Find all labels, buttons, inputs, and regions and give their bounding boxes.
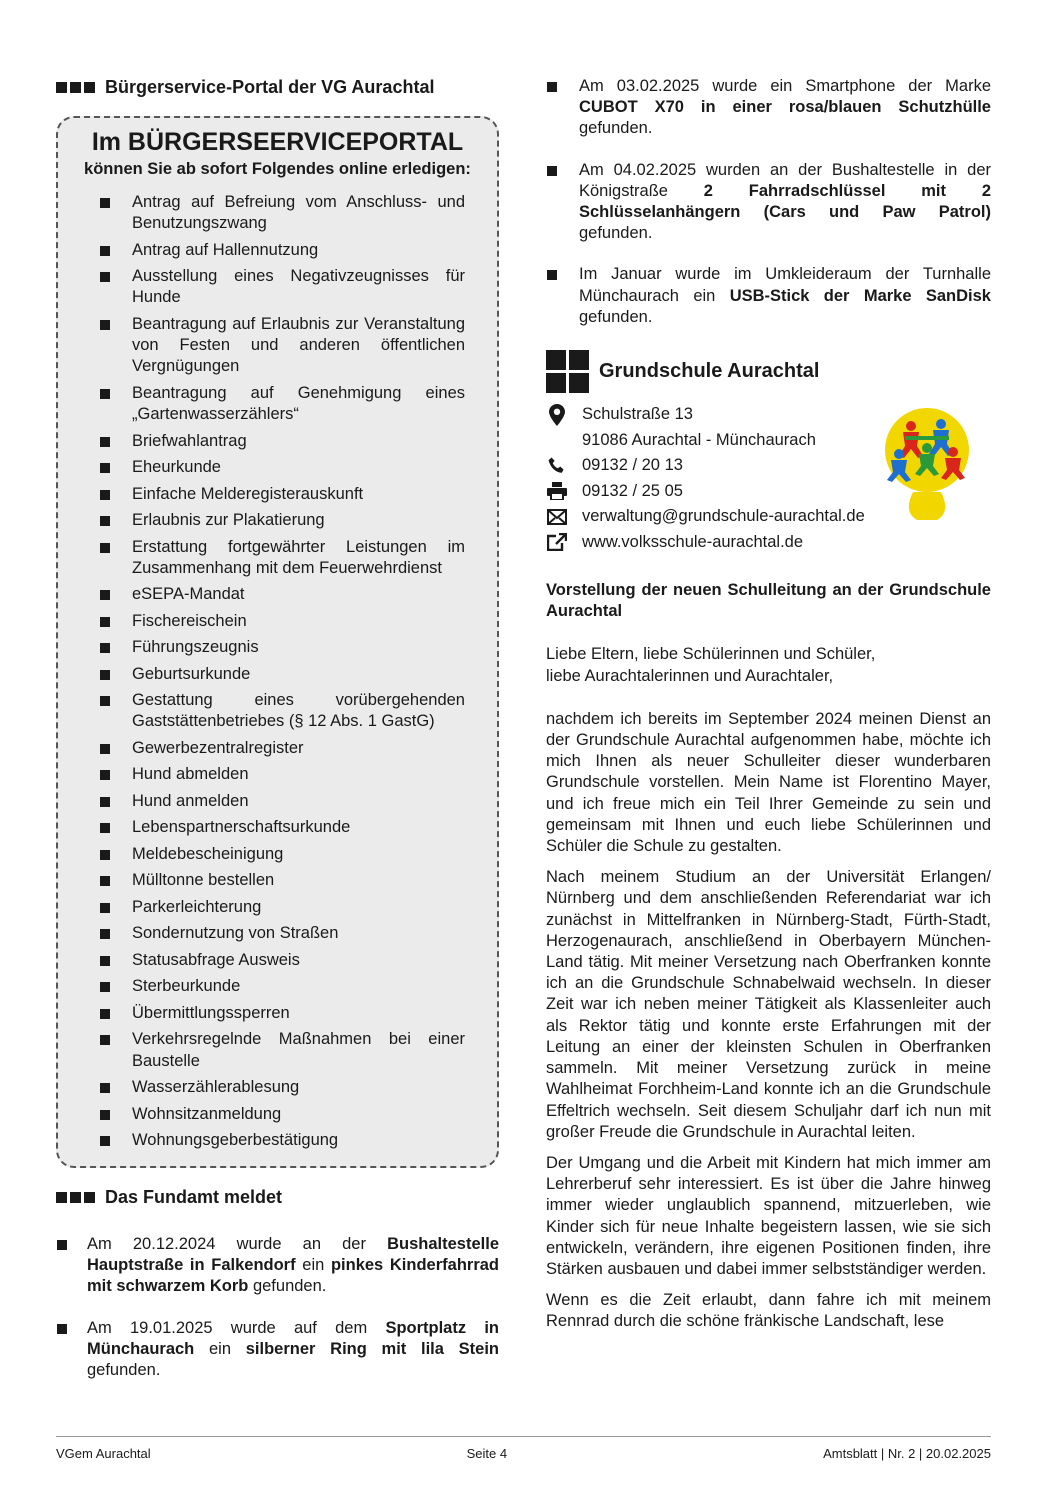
footer-page-number: Seite 4: [466, 1446, 508, 1461]
bullet-square-icon: [57, 1240, 67, 1250]
portal-service-label: Antrag auf Hallennutzung: [132, 240, 319, 259]
bullet-square-icon: [100, 437, 110, 447]
portal-service-item: [100, 192, 465, 234]
portal-service-item: [100, 923, 465, 944]
bullet-square-icon: [100, 543, 110, 553]
bullet-square-icon: [100, 670, 110, 680]
portal-service-label: Eheurkunde: [132, 458, 221, 477]
heading-squares-icon: [56, 1192, 95, 1203]
portal-service-item: [100, 1029, 465, 1071]
portal-service-label: Statusabfrage Ausweis: [132, 950, 300, 969]
found-item: Am 03.02.2025 wurde ein Smartphone der Marke CUBOT X70 in einer rosa/blauen Schutzhülle gefunden.: [546, 76, 991, 140]
article-paragraph-2: Nach meinem Studium an der Universität Erlangen/ Nürnberg und dem anschließenden Referendariat war ich zunächst in Mittelfranken in Nürnberg-Stadt, Fürth-Stadt, Herzogenaurach, anschließend in Oberbayern München-Land tätig. Mit meiner Versetzung nach Oberfranken konnte ich an die Grundschule Schnabelwaid wechseln. In dieser Zeit war ich neben meiner Tätigkeit als Klassenleiter auch als Rektor tätig und konnte erste Erfahrungen mit der Leitung an einer der kleinsten Schulen in Oberfranken sammeln. Mit meiner Versetzung zurück in meine Wahlheimat Forchheim-Land konnte ich an die Grundschule Effeltrich wechseln. Seit diesem Schuljahr darf ich nun mit großer Freude die Grundschule in Aurachtal leiten.: [546, 868, 991, 1141]
portal-service-item: [100, 383, 465, 425]
portal-service-item: [100, 1077, 465, 1098]
portal-service-item: [100, 664, 465, 685]
portal-service-item: [100, 791, 465, 812]
portal-service-label: Gestattung eines vorübergehenden Gaststättenbetriebes (§ 12 Abs. 1 GastG): [132, 691, 465, 731]
portal-service-item: [100, 314, 465, 378]
school-phone: 09132 / 20 13: [582, 456, 683, 475]
found-item: Am 19.01.2025 wurde auf dem Sportplatz in Münchaurach ein silberner Ring mit lila Stein gefunden.: [56, 1318, 499, 1382]
school-emblem: [883, 404, 971, 522]
portal-service-label: Geburtsurkunde: [132, 664, 251, 683]
fundamt-section-heading: [56, 1182, 499, 1212]
bullet-square-icon: [100, 590, 110, 600]
heading-squares-icon: [56, 82, 95, 93]
article-greeting-1: Liebe Eltern, liebe Schülerinnen und Schüler,: [546, 645, 876, 664]
bullet-square-icon: [100, 1110, 110, 1120]
page-footer: [56, 1436, 991, 1461]
portal-service-label: Sterbeurkunde: [132, 977, 241, 996]
bullet-square-icon: [547, 82, 557, 92]
found-item: Am 04.02.2025 wurden an der Bushaltestelle in der Königstraße 2 Fahrradschlüssel mit 2 Schlüsselanhängern (Cars und Paw Patrol) gefunden.: [546, 160, 991, 245]
portal-service-item: [100, 897, 465, 918]
bullet-square-icon: [100, 320, 110, 330]
portal-service-item: [100, 584, 465, 605]
bullet-square-icon: [100, 643, 110, 653]
portal-service-label: Lebenspartnerschaftsurkunde: [132, 818, 351, 837]
school-fax: 09132 / 25 05: [582, 481, 683, 500]
school-city: 91086 Aurachtal - Münchaurach: [582, 430, 816, 449]
portal-service-item: [100, 1003, 465, 1024]
bullet-square-icon: [100, 1136, 110, 1146]
article-paragraph-4: Wenn es die Zeit erlaubt, dann fahre ich mit meinem Rennrad durch die schöne fränkische Landschaft, lese: [546, 1291, 991, 1331]
bullet-square-icon: [100, 1035, 110, 1045]
printer-icon: [546, 480, 568, 502]
school-heading: [546, 348, 991, 394]
left-column: [56, 72, 499, 1401]
portal-service-list: [68, 192, 487, 1151]
portal-service-label: Gewerbezentralregister: [132, 738, 304, 757]
bullet-square-icon: [100, 982, 110, 992]
web-row: [546, 530, 991, 556]
portal-service-item: [100, 431, 465, 452]
portal-section-heading: [56, 72, 499, 102]
bullet-square-icon: [100, 956, 110, 966]
portal-service-label: Wasserzählerablesung: [132, 1078, 300, 1097]
portal-service-label: Beantragung auf Genehmigung eines „Gartenwasserzählers“: [132, 383, 465, 424]
portal-service-item: [100, 510, 465, 531]
portal-service-item: [100, 950, 465, 971]
bullet-square-icon: [100, 797, 110, 807]
bullet-square-icon: [100, 850, 110, 860]
portal-box-subtitle: können Sie ab sofort Folgendes online erledigen:: [84, 160, 471, 178]
bullet-square-icon: [100, 823, 110, 833]
bullet-square-icon: [100, 617, 110, 627]
footer-publisher: VGem Aurachtal: [56, 1446, 151, 1461]
school-squares-icon: [546, 350, 589, 393]
portal-service-label: Parkerleichterung: [132, 897, 262, 916]
portal-service-label: Übermittlungssperren: [132, 1003, 290, 1022]
envelope-icon: [546, 506, 568, 528]
bullet-square-icon: [547, 270, 557, 280]
article-paragraph-1: nachdem ich bereits im September 2024 meinen Dienst an der Grundschule Aurachtal aufgenommen habe, möchte ich mich Ihnen als neuer Schulleiter dieser wunderbaren Grundschule vorstellen. Mein Name ist Florentino Mayer, und ich freue mich ein Teil Ihrer Gemeinde zu sein und gemeinsam mit Ihnen und euch liebe Schülerinnen und Schüler die Schule zu gestalten.: [546, 709, 991, 856]
portal-service-label: Wohnungsgeberbestätigung: [132, 1131, 339, 1150]
school-email[interactable]: verwaltung@grundschule-aurachtal.de: [582, 507, 865, 526]
found-item: Im Januar wurde im Umkleideraum der Turnhalle Münchaurach ein USB-Stick der Marke SanDisk gefunden.: [546, 264, 991, 328]
location-pin-icon: [546, 404, 568, 426]
phone-icon: [546, 455, 568, 477]
portal-section-title: Bürgerservice-Portal der VG Aurachtal: [105, 76, 435, 97]
portal-service-label: Erstattung fortgewährter Leistungen im Zusammenhang mit dem Feuerwehrdienst: [132, 537, 465, 577]
portal-service-item: [100, 1104, 465, 1125]
portal-service-label: Beantragung auf Erlaubnis zur Veranstaltung von Festen und anderen öffentlichen Vergnügungen: [132, 314, 465, 376]
bullet-square-icon: [100, 246, 110, 256]
portal-service-item: [100, 637, 465, 658]
portal-service-label: Hund abmelden: [132, 765, 249, 784]
bullet-square-icon: [100, 903, 110, 913]
portal-service-item: [100, 1130, 465, 1151]
bullet-square-icon: [100, 696, 110, 706]
found-item: Am 20.12.2024 wurde an der Bushaltestelle Hauptstraße in Falkendorf ein pinkes Kinderfahrrad mit schwarzem Korb gefunden.: [56, 1234, 499, 1298]
portal-service-label: Mülltonne bestellen: [132, 871, 275, 890]
portal-service-label: eSEPA-Mandat: [132, 585, 245, 604]
bullet-square-icon: [100, 876, 110, 886]
portal-box-title: Im BÜRGERSEERVICEPORTAL: [91, 128, 464, 156]
portal-service-item: [100, 738, 465, 759]
article-greeting-2: liebe Aurachtalerinnen und Aurachtaler,: [546, 666, 834, 685]
bullet-square-icon: [100, 463, 110, 473]
portal-service-item: [100, 266, 465, 308]
bullet-square-icon: [57, 1324, 67, 1334]
fundamt-list-left: [56, 1234, 499, 1381]
bullet-square-icon: [100, 516, 110, 526]
portal-service-label: Fischereischein: [132, 611, 247, 630]
school-contact: [546, 402, 991, 562]
right-column: [546, 72, 991, 1333]
school-street: Schulstraße 13: [582, 405, 693, 424]
portal-service-label: Einfache Melderegisterauskunft: [132, 484, 364, 503]
portal-service-label: Führungszeugnis: [132, 638, 259, 657]
school-website[interactable]: www.volksschule-aurachtal.de: [582, 532, 804, 551]
portal-service-item: [100, 240, 465, 261]
bullet-square-icon: [547, 166, 557, 176]
portal-service-item: [100, 817, 465, 838]
footer-issue: Amtsblatt | Nr. 2 | 20.02.2025: [823, 1446, 991, 1461]
external-link-icon: [546, 531, 568, 553]
portal-box: [56, 116, 499, 1168]
bullet-square-icon: [100, 389, 110, 399]
portal-service-item: [100, 690, 465, 732]
portal-service-item: [100, 611, 465, 632]
bullet-square-icon: [100, 770, 110, 780]
school-title: Grundschule Aurachtal: [599, 359, 820, 382]
portal-service-label: Wohnsitzanmeldung: [132, 1104, 282, 1123]
portal-service-label: Sondernutzung von Straßen: [132, 924, 339, 943]
article-paragraph-3: Der Umgang und die Arbeit mit Kindern hat mich immer am Lehrerberuf sehr interessiert. Es ist über die Jahre hinweg immer wieder unglaublich spannend, mitzuerleben, wie Kinder sich für neue Inhalte begeistern lassen, wie sie sich entwickeln, verändern, ihre eigenen Positionen finden, ihre Stärken ausbauen und dabei immer selbstständiger werden.: [546, 1153, 991, 1278]
portal-service-item: [100, 976, 465, 997]
bullet-square-icon: [100, 272, 110, 282]
portal-service-item: [100, 457, 465, 478]
bullet-square-icon: [100, 744, 110, 754]
bullet-square-icon: [100, 1009, 110, 1019]
fundamt-section-title: Das Fundamt meldet: [105, 1186, 283, 1207]
portal-service-label: Briefwahlantrag: [132, 431, 247, 450]
portal-service-label: Hund anmelden: [132, 791, 249, 810]
portal-service-item: [100, 764, 465, 785]
article-heading: Vorstellung der neuen Schulleitung an der Grundschule Aurachtal: [546, 581, 991, 621]
portal-service-item: [100, 537, 465, 579]
portal-service-label: Meldebescheinigung: [132, 844, 284, 863]
bullet-square-icon: [100, 490, 110, 500]
portal-service-label: Erlaubnis zur Plakatierung: [132, 511, 325, 530]
fundamt-list-right: [546, 76, 991, 328]
bullet-square-icon: [100, 198, 110, 208]
portal-service-item: [100, 484, 465, 505]
portal-service-item: [100, 870, 465, 891]
portal-service-label: Antrag auf Befreiung vom Anschluss- und Benutzungszwang: [132, 193, 465, 233]
portal-service-label: Ausstellung eines Negativzeugnisses für Hunde: [132, 267, 465, 307]
bullet-square-icon: [100, 929, 110, 939]
portal-service-item: [100, 844, 465, 865]
portal-service-label: Verkehrsregelnde Maßnahmen bei einer Baustelle: [132, 1030, 465, 1070]
bullet-square-icon: [100, 1083, 110, 1093]
